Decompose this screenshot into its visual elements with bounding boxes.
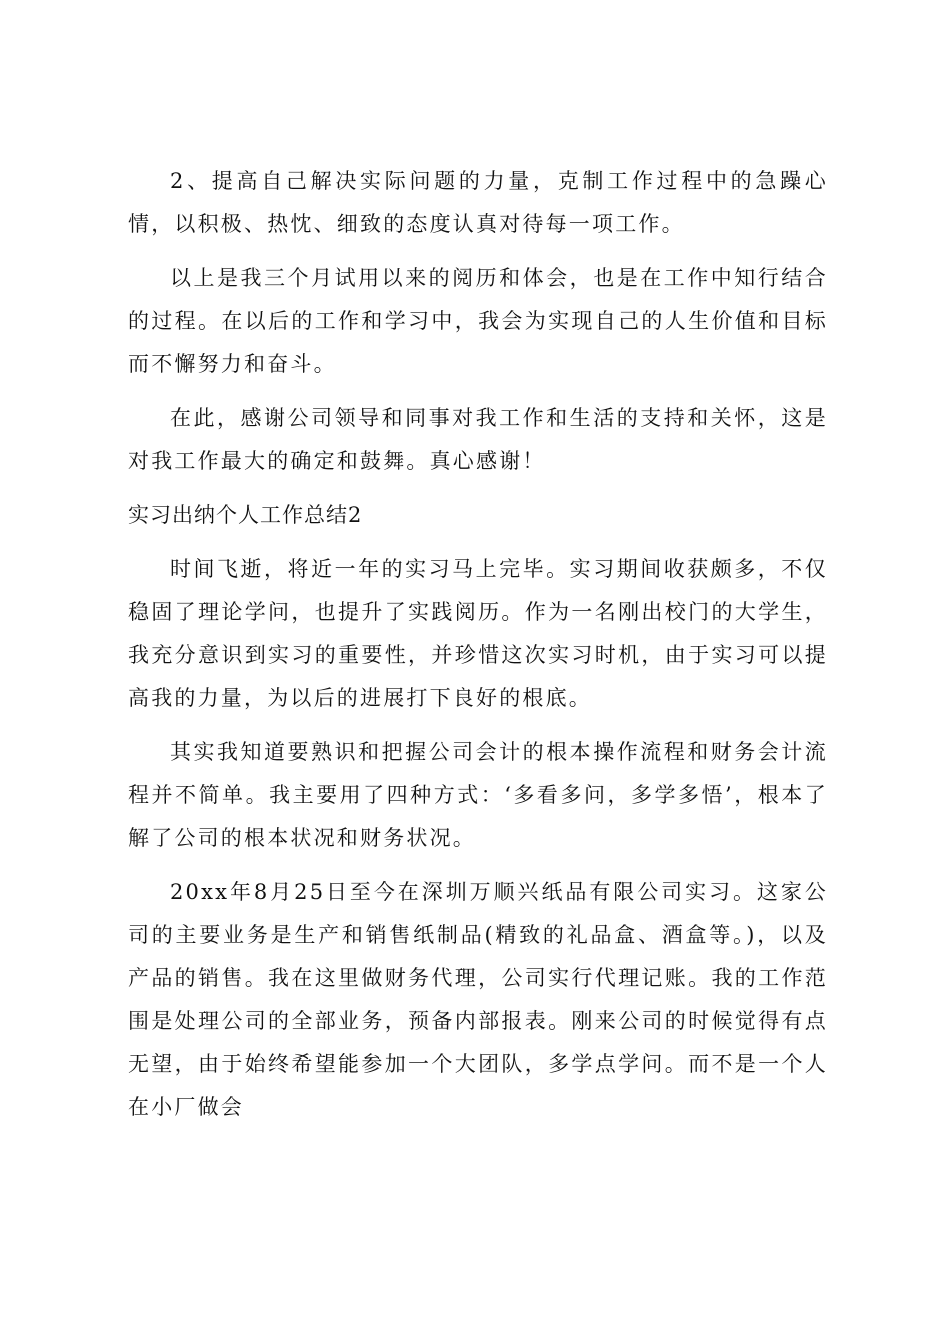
paragraph: 20xx年8月25日至今在深圳万顺兴纸品有限公司实习。这家公司的主要业务是生产和销售纸制品(精致的礼品盒、酒盒等。)，以及产品的销售。我在这里做财务代理，公司实行代理记账。我的工作范围是处理公司的全部业务，预备内部报表。刚来公司的时候觉得有点无望，由于始终希望能参加一个大团队，多学点学问。而不是一个人在小厂做会 bbox=[128, 880, 828, 1119]
paragraph: 在此，感谢公司领导和同事对我工作和生活的支持和关怀，这是对我工作最大的确定和鼓舞。真心感谢！ bbox=[128, 406, 828, 473]
section-title: 实习出纳个人工作总结2 bbox=[128, 503, 363, 527]
paragraph: 以上是我三个月试用以来的阅历和体会，也是在工作中知行结合的过程。在以后的工作和学习中，我会为实现自己的人生价值和目标而不懈努力和奋斗。 bbox=[128, 266, 828, 376]
document-body bbox=[128, 160, 828, 1140]
paragraph: 其实我知道要熟识和把握公司会计的根本操作流程和财务会计流程并不简单。我主要用了四种方式：‘多看多问，多学多悟’，根本了解了公司的根本状况和财务状况。 bbox=[128, 740, 828, 850]
paragraph: 时间飞逝，将近一年的实习马上完毕。实习期间收获颇多，不仅稳固了理论学问，也提升了实践阅历。作为一名刚出校门的大学生，我充分意识到实习的重要性，并珍惜这次实习时机，由于实习可以提高我的力量，为以后的进展打下良好的根底。 bbox=[128, 557, 828, 710]
paragraph: 2、提高自己解决实际问题的力量，克制工作过程中的急躁心情，以积极、热忱、细致的态度认真对待每一项工作。 bbox=[128, 169, 828, 236]
